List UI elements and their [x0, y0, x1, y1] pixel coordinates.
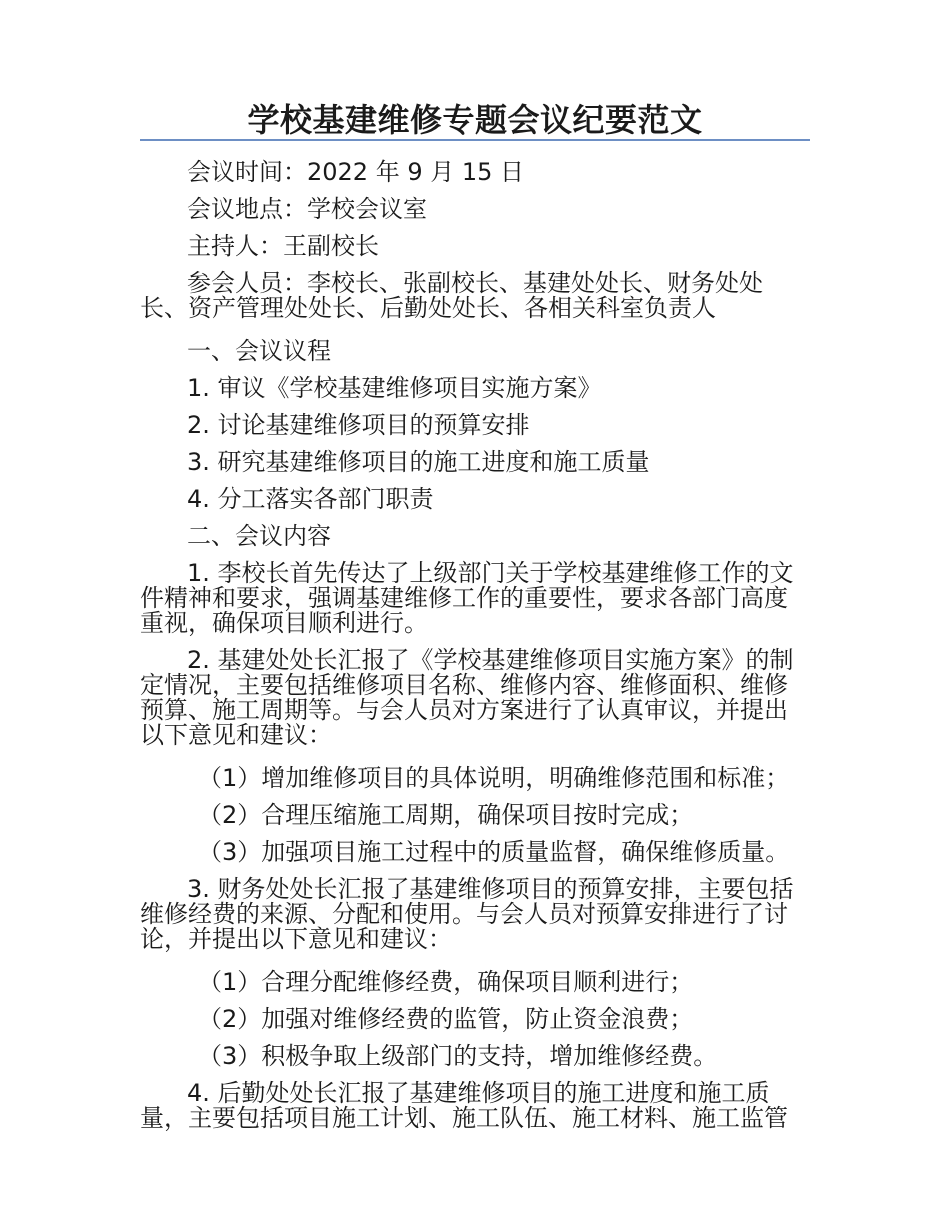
- title-underline: [140, 139, 810, 141]
- meeting-place: 会议地点：学校会议室: [187, 195, 427, 223]
- agenda-heading: 一、会议议程: [187, 337, 331, 365]
- suggestion-item: （2）加强对维修经费的监管，防止资金浪费；: [198, 1005, 694, 1033]
- meeting-time: 会议时间：2022 年 9 月 15 日: [187, 158, 525, 186]
- suggestion-item: （2）合理压缩施工周期，确保项目按时完成；: [198, 801, 694, 829]
- content-paragraph-3: 3. 财务处处长汇报了基建维修项目的预算安排，主要包括维修经费的来源、分配和使用。与会人员对预算安排进行了讨论，并提出以下意见和建议：: [140, 875, 794, 953]
- content-heading: 二、会议内容: [187, 522, 331, 550]
- suggestion-item: （1）合理分配维修经费，确保项目顺利进行；: [198, 968, 694, 996]
- agenda-item: 3. 研究基建维修项目的施工进度和施工质量: [187, 448, 650, 476]
- content-paragraph-1: 1. 李校长首先传达了上级部门关于学校基建维修工作的文件精神和要求，强调基建维修工作的重要性，要求各部门高度重视，确保项目顺利进行。: [140, 559, 794, 637]
- document-body: [140, 154, 810, 1143]
- meeting-host: 主持人：王副校长: [187, 232, 379, 260]
- content-paragraph-2: 2. 基建处处长汇报了《学校基建维修项目实施方案》的制定情况，主要包括维修项目名称、维修内容、维修面积、维修预算、施工周期等。与会人员对方案进行了认真审议，并提出以下意见和建议：: [140, 646, 794, 749]
- agenda-item: 1. 审议《学校基建维修项目实施方案》: [187, 374, 602, 402]
- agenda-item: 4. 分工落实各部门职责: [187, 485, 434, 513]
- content-paragraph-4: 4. 后勤处处长汇报了基建维修项目的施工进度和施工质量，主要包括项目施工计划、施工队伍、施工材料、施工监管: [140, 1079, 788, 1132]
- suggestion-item: （1）增加维修项目的具体说明，明确维修范围和标准；: [198, 764, 790, 792]
- suggestion-item: （3）加强项目施工过程中的质量监督，确保维修质量。: [198, 838, 790, 866]
- document-title: 学校基建维修专题会议纪要范文: [247, 101, 703, 139]
- suggestion-item: （3）积极争取上级部门的支持，增加维修经费。: [198, 1042, 718, 1070]
- agenda-item: 2. 讨论基建维修项目的预算安排: [187, 411, 530, 439]
- meeting-attendees: 参会人员：李校长、张副校长、基建处处长、财务处处长、资产管理处处长、后勤处处长、各相关科室负责人: [140, 269, 763, 322]
